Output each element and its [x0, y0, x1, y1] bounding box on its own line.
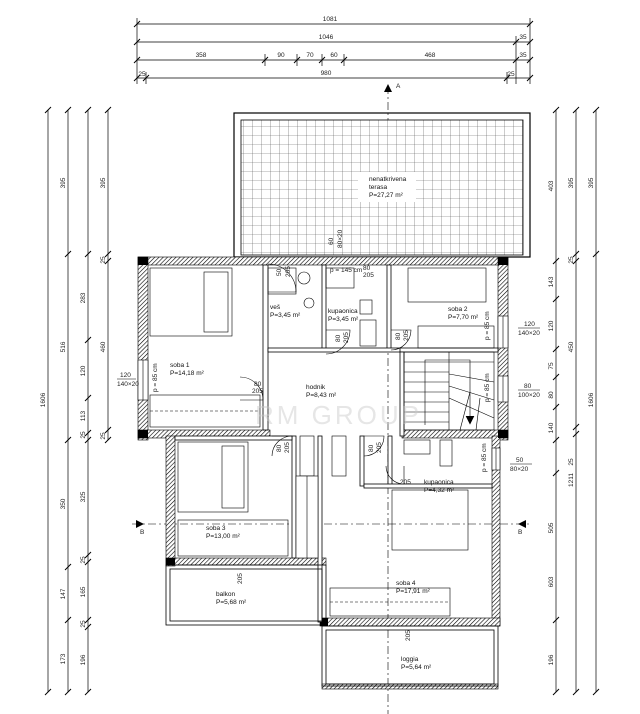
door-tag-1: 50	[276, 268, 283, 276]
dim-left-c3-8: 25	[80, 620, 87, 628]
section-mark-b-left: B	[140, 529, 145, 536]
dim-left-c4-2: 25	[100, 256, 107, 264]
soba2-area: P=7,70 m²	[448, 314, 479, 321]
terrace-name-2: terasa	[369, 184, 388, 191]
bed-soba-4	[392, 490, 468, 550]
sink-2	[404, 440, 430, 454]
right-dimension-texts	[548, 177, 595, 665]
dim-right-c1-3: 120	[548, 320, 555, 332]
dim-right-c1-9: 196	[548, 654, 555, 666]
dim-left-c2-1: 395	[60, 177, 67, 189]
dryer	[298, 272, 310, 284]
dim-right-c2-5: 1211	[568, 473, 575, 487]
window-tag-3-top: 80	[524, 383, 532, 390]
dim-left-c4-4: 25	[100, 432, 107, 440]
door-tag-11: 80	[276, 444, 283, 452]
soba1-name: soba 1	[170, 362, 190, 369]
soba4-area: P=17,91 m²	[396, 588, 430, 595]
door-tag-16: 205	[237, 573, 244, 584]
window-tag-2-top: 120	[524, 321, 535, 328]
dim-right-c3-1: 395	[588, 177, 595, 189]
terrace-name-1: nenatkrivena	[369, 176, 407, 183]
dim-right-c1-2: 143	[548, 276, 555, 288]
hodnik-name: hodnik	[306, 384, 326, 391]
dim-left-c2-2: 516	[60, 341, 67, 353]
ves-name: veš	[270, 304, 281, 311]
soba2-name: soba 2	[448, 306, 468, 313]
dim-right-c1-8: 603	[548, 576, 555, 588]
window-tag-5-bottom: 80×20	[337, 229, 344, 248]
left-dimension-ticks	[45, 107, 111, 695]
dim-right-c1-6: 140	[548, 422, 555, 434]
note-4: p = 85 cm	[484, 373, 491, 402]
door-tag-3: 80	[363, 265, 371, 272]
door-tag-13: 80	[368, 444, 375, 452]
dim-right-c2-1: 395	[568, 177, 575, 189]
dim-top-row3-c: 70	[306, 52, 314, 59]
balkon-area: P=5,68 m²	[216, 599, 247, 606]
bed-soba-2	[408, 268, 486, 302]
dim-top-row3-f: 35	[519, 52, 527, 59]
dim-right-c2-2: 25	[568, 256, 575, 264]
dim-right-c2-3: 450	[568, 341, 575, 353]
dim-left-c3-6: 25	[80, 556, 87, 564]
section-mark-b-right: B	[518, 529, 523, 536]
door-tag-15: 205	[400, 479, 411, 486]
note-3: p = 85 cm	[484, 311, 491, 340]
dim-right-c2-4: 25	[568, 458, 575, 466]
door-tag-8: 205	[403, 330, 410, 341]
window-tag-1-bottom: 140×20	[117, 381, 139, 388]
window-tag-3-bottom: 100×20	[518, 392, 540, 399]
terrace	[234, 113, 530, 257]
toilet-2	[440, 440, 452, 466]
top-dimension-lines	[137, 18, 530, 84]
section-mark-a: A	[396, 83, 401, 90]
soba3-area: P=13,00 m²	[206, 533, 240, 540]
left-dimension-lines	[48, 110, 108, 692]
note-5: p = 85 cm	[481, 443, 488, 472]
dim-left-c4-1: 395	[100, 177, 107, 189]
left-dimension-texts	[40, 177, 107, 665]
dim-left-c3-1: 283	[80, 292, 87, 304]
kupaonica2-name: kupaonica	[424, 479, 454, 486]
dim-top-row3-a: 358	[195, 52, 207, 59]
window-tag-2-bottom: 140×20	[518, 330, 540, 337]
hodnik-area: P=8,43 m²	[306, 392, 337, 399]
window-tag-1-top: 120	[120, 372, 131, 379]
balkon-name: balkon	[216, 591, 236, 598]
dim-left-total: 1606	[40, 392, 47, 408]
dim-top-total: 1081	[322, 16, 338, 23]
ves-area: P=3,45 m²	[270, 312, 301, 319]
door-tag-12: 205	[284, 442, 291, 453]
dim-top-row2-b: 35	[519, 34, 527, 41]
dim-left-c3-4: 25	[80, 431, 87, 439]
loggia-area: P=5,64 m²	[401, 664, 432, 671]
dim-left-c3-3: 113	[80, 410, 87, 422]
door-tag-14: 205	[376, 442, 383, 453]
note-2: p = 85 cm	[152, 363, 159, 392]
soba4-name: soba 4	[396, 580, 416, 587]
door-tag-17: 205	[405, 630, 412, 641]
dim-right-c3-2: 1606	[588, 392, 595, 408]
balcony-outline	[166, 565, 326, 625]
dim-right-c1-7: 505	[548, 522, 555, 534]
door-tag-10: 205	[252, 388, 263, 395]
kupaonica2-area: P=4,32 m²	[424, 487, 455, 494]
dim-top-row4-b: 980	[320, 70, 332, 77]
loggia-name: loggia	[401, 656, 419, 663]
dim-left-c3-2: 120	[80, 365, 87, 377]
door-tag-5: 80	[335, 334, 342, 342]
bed-soba-3	[178, 442, 248, 512]
dim-left-c2-3: 350	[60, 498, 67, 510]
window-tag-4-top: 50	[516, 457, 524, 464]
terrace-area: P=27,27 m²	[369, 192, 403, 199]
dim-top-row3-d: 60	[330, 52, 338, 59]
kupaonica1-name: kupaonica	[328, 308, 358, 315]
note-1: p = 145 cm	[330, 267, 363, 274]
door-tag-4: 205	[363, 272, 374, 279]
dim-right-c1-5: 80	[548, 391, 555, 399]
soba1-area: P=14,18 m²	[170, 370, 204, 377]
bathtub-1	[360, 320, 376, 346]
desk-soba-2	[418, 326, 494, 348]
window-tag-5-top: 60	[328, 237, 335, 245]
kupaonica1-area: P=3,45 m²	[328, 316, 359, 323]
dim-left-c3-5: 325	[80, 491, 87, 503]
dim-top-row4-a: 25	[138, 71, 146, 78]
dim-top-row2-a: 1046	[318, 34, 334, 41]
window-tag-4-bottom: 80×20	[510, 466, 529, 473]
door-tag-7: 80	[395, 332, 402, 340]
dim-left-c3-10: 196	[80, 654, 87, 666]
door-tag-9: 80	[254, 381, 262, 388]
watermark: RM GROUP	[255, 400, 422, 430]
dim-left-c2-4: 147	[60, 588, 67, 600]
dim-top-row4-c: 25	[507, 71, 515, 78]
door-tag-2: 205	[285, 266, 292, 277]
dim-right-c1-1: 403	[548, 180, 555, 192]
dim-top-row3-b: 90	[277, 52, 285, 59]
section-line-b	[132, 520, 530, 536]
dim-right-c1-4: 75	[548, 362, 555, 370]
top-dimension-ticks	[134, 21, 533, 81]
bed-soba-1	[150, 268, 232, 336]
door-tag-6: 205	[343, 332, 350, 343]
dim-left-c3-7: 165	[80, 586, 87, 598]
soba3-name: soba 3	[206, 525, 226, 532]
dim-left-c2-5: 173	[60, 653, 67, 665]
dim-top-row3-e: 468	[424, 52, 436, 59]
dim-left-c4-3: 460	[100, 341, 107, 353]
